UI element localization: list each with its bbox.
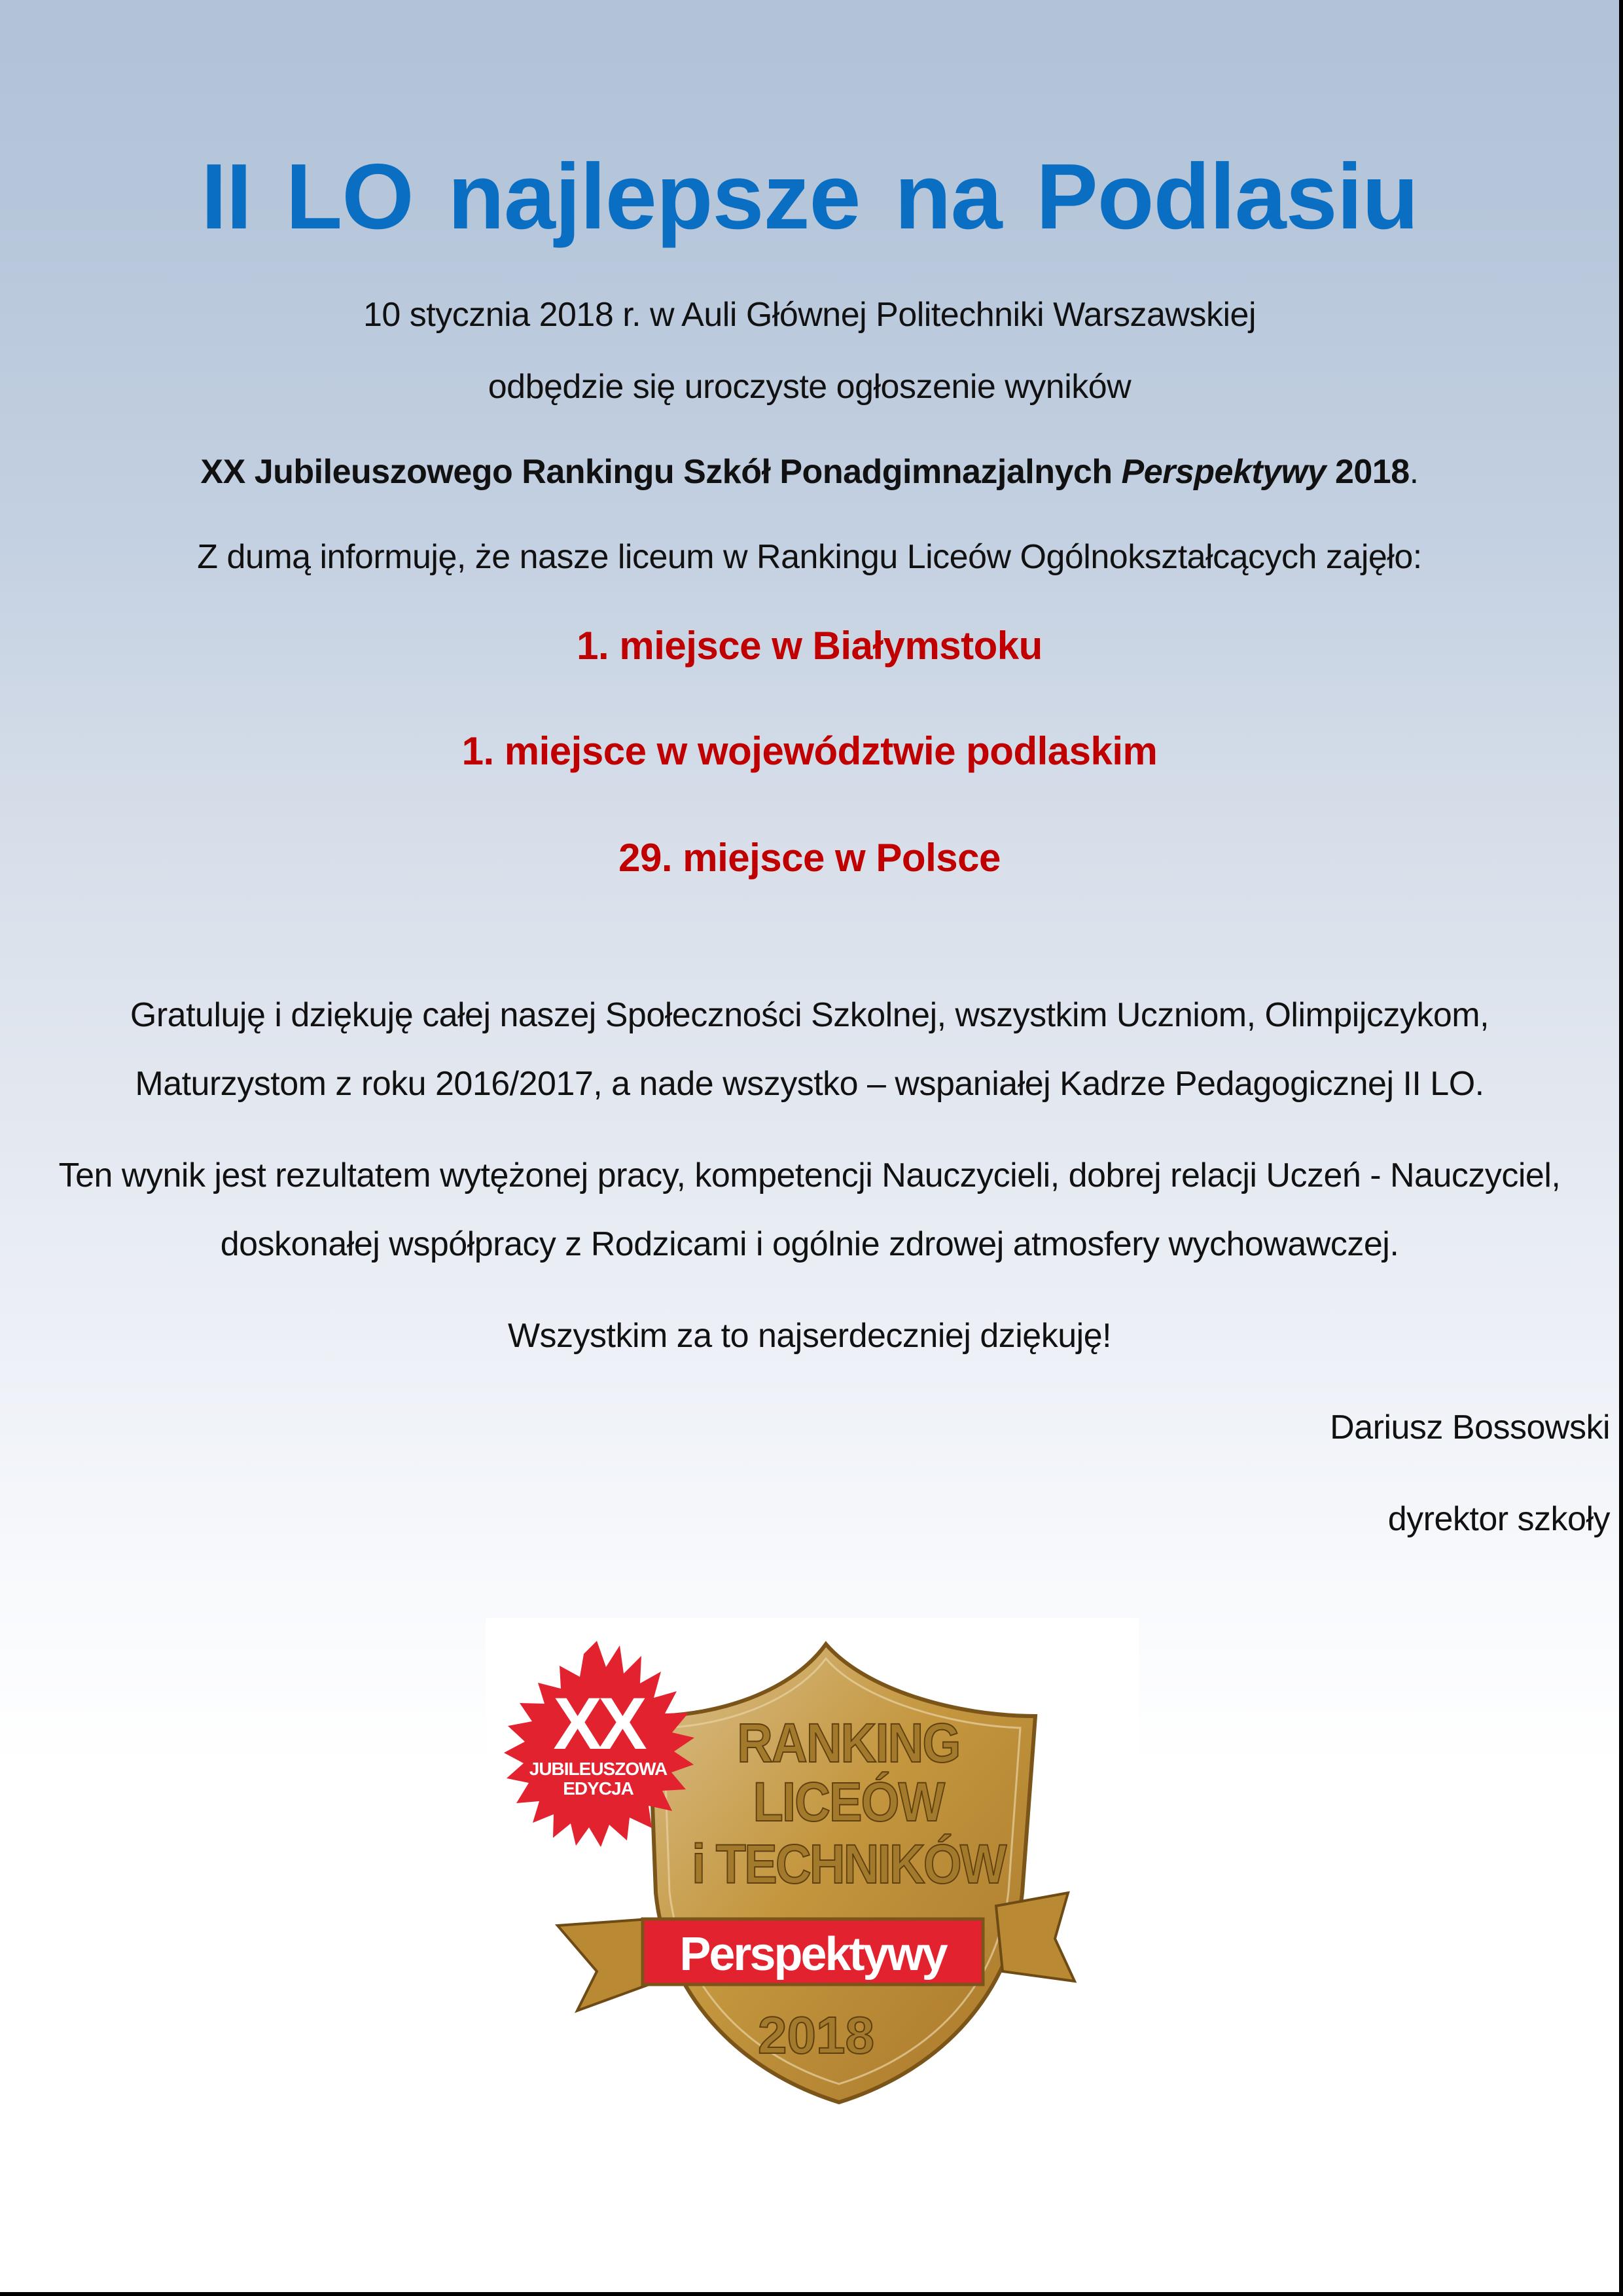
congrats-line-2: Maturzystom z roku 2016/2017, a nade wszystko – wspaniałej Kadrze Pedagogicznej II LO. (135, 1065, 1484, 1103)
result-line-1: Ten wynik jest rezultatem wytężonej pracy, kompetencji Nauczycieli, dobrej relacji Uczeń - Nauczyciel, (58, 1157, 1561, 1194)
starburst-xx-text: XX (553, 1683, 643, 1765)
intro-ranking-line (0, 455, 1619, 489)
starburst-jubilee-text: JUBILEUSZOWA (529, 1759, 668, 1779)
badge-year: 2018 (758, 2006, 874, 2064)
perspektywy-italic-text: Perspektywy (1121, 453, 1326, 491)
ranking-year-text: 2018 (1326, 453, 1410, 491)
page-title: II LO najlepsze na Podlasiu (201, 145, 1418, 249)
ranking-badge (486, 1618, 1139, 2135)
ranking-name-text: XX Jubileuszowego Rankingu Szkół Ponadgimnazjalnych (200, 453, 1122, 491)
congrats-line-1: Gratuluję i dziękuję całej naszej Społeczności Szkolnej, wszystkim Uczniom, Olimpijczykom, (130, 996, 1489, 1034)
signature-role: dyrektor szkoły (1387, 1500, 1610, 1538)
starburst-edition-text: EDYCJA (563, 1778, 633, 1799)
ribbon-text: Perspektywy (679, 1928, 946, 1981)
intro-proud-line: Z dumą informuję, że nasze liceum w Rankingu Liceów Ogólnokształcących zajęło: (197, 538, 1422, 576)
intro-announcement-line: odbędzie się uroczyste ogłoszenie wyników (488, 368, 1132, 406)
ranking-period-text: . (1409, 453, 1419, 491)
shield-badge-icon (486, 1618, 1139, 2135)
rank-poland: 29. miejsce w Polsce (618, 836, 1001, 880)
rank-bialystok: 1. miejsce w Białymstoku (577, 624, 1043, 668)
rank-voivodeship: 1. miejsce w województwie podlaskim (461, 729, 1158, 773)
shield-text-licea: LICEÓW (753, 1771, 944, 1833)
thanks-line: Wszystkim za to najserdeczniej dziękuję! (507, 1317, 1112, 1355)
shield-text-technika: i TECHNIKÓW (692, 1833, 1005, 1895)
result-line-2: doskonałej współpracy z Rodzicami i ogólnie zdrowej atmosfery wychowawczej. (220, 1225, 1399, 1263)
intro-date-line: 10 stycznia 2018 r. w Auli Głównej Politechniki Warszawskiej (363, 296, 1256, 334)
signature-name: Dariusz Bossowski (1330, 1408, 1610, 1446)
shield-text-ranking: RANKING (737, 1712, 960, 1774)
